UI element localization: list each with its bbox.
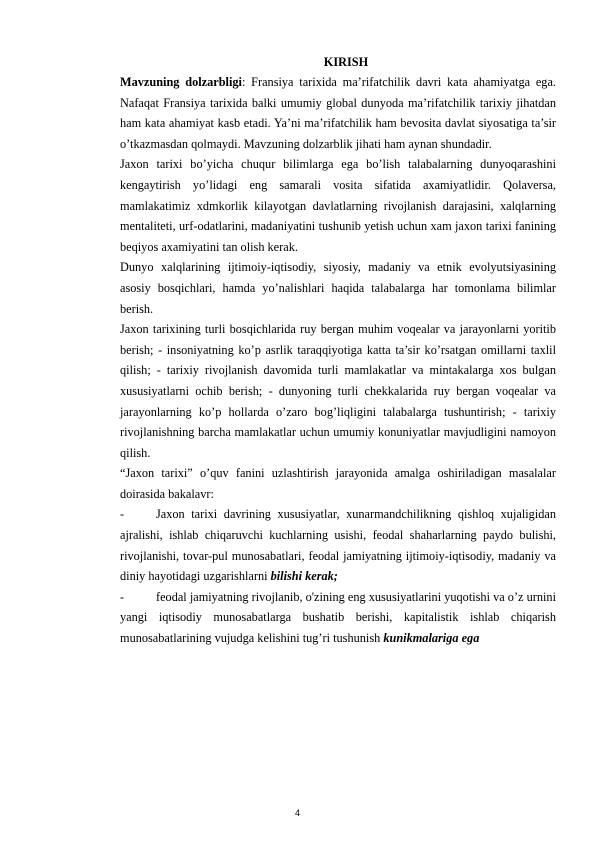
bullet-text: feodal jamiyatning rivojlanib, o'zining eng xususiyatlarini yuqotishi va o’z urnini yangi iqtisodiy munosabatlarga bushatib berishi, kapitalistik ishlab chiqarish munosabatlarining vujudga kelishini tug’ri tushunish xyxy=(120,589,556,646)
document-page xyxy=(120,52,556,649)
bullet-emphasis: kunikmalariga ega xyxy=(383,631,480,646)
page-title: KIRISH xyxy=(323,55,369,69)
paragraph-relevance xyxy=(120,72,556,154)
paragraph-world-peoples: Dunyo xalqlarining ijtimoiy-iqtisodiy, siyosiy, madaniy va etnik evolyutsiyasining asosiy bosqichlari, hamda yo’nalishlari haqida talabalarga har tomonlama bilimlar berish. xyxy=(120,260,556,316)
bullet-text: Jaxon tarixi davrining xususiyatlar, xunarmandchilikning qishloq xujaligidan ajralishi, ishlab chiqaruvchi kuchlarning usishi, feodal shaharlarning paydo bulishi, rivojlanishi, tovar-pul munosabatlari, feodal jamiyatning ijtimoiy-iqtisodiy, madaniy va diniy hayotidagi uzgarishlarni xyxy=(120,507,556,584)
list-item xyxy=(120,504,556,586)
bullet-dash: - xyxy=(120,507,125,522)
bullet-emphasis: bilishi kerak; xyxy=(270,569,338,584)
paragraph-world-history: Jaxon tarixi bo’yicha chuqur bilimlarga ega bo’lish talabalarning dunyoqarashini kengaytirish yo’lidagi eng samarali vosita sifatida axamiyatlidir. Qolaversa, mamlakatimiz xdmkorlik kilayotgan davlatlarning rivojlanish darajasini, xalqlarning mentaliteti, urf-odatlarini, madaniyatini tushunib yetish uchun xam jaxon tarixi fanining beqiyos axamiyatini tan olish kerak. xyxy=(120,157,556,254)
paragraph-bachelor: “Jaxon tarixi” o’quv fanini uzlashtirish jarayonida amalga oshiriladigan masalalar doirasida bakalavr: xyxy=(120,466,556,501)
list-item xyxy=(120,587,556,649)
page-number: 4 xyxy=(294,808,300,818)
paragraph-stages: Jaxon tarixining turli bosqichlarida ruy bergan muhim voqealar va jarayonlarni yoritib berish; - insoniyatning ko’p asrlik taraqqiyotiga katta ta’sir ko’rsatgan omillarni taxlil qilish; - tarixiy rivojlanish davomida turli mamlakatlar va mintakalarga xos bulgan xususiyatlarni ochib berish; - dunyoning turli chekkalarida ruy bergan voqealar va jarayonlarning ko’p hollarda o’zaro bog’liqligini talabalarga tushuntirish; - tarixiy rivojlanishning barcha mamlakatlar uchun umumiy konuniyatlar mavjudligini namoyon qilish. xyxy=(120,322,556,460)
relevance-text: : Fransiya tarixida ma’rifatchilik davri kata ahamiyatga ega. Nafaqat Fransiya tarixida balki umumiy global dunyoda ma’rifatchilik tarixiy jihatdan ham kata ahamiyat kasb etadi. Ya’ni ma’rifatchilik ham bevosita davlat siyosatiga ta’sir o’tkazmasdan qolmaydi. Mavzuning dolzarblik jihati ham aynan shundadir. xyxy=(120,75,556,151)
relevance-lead: Mavzuning dolzarbligi xyxy=(120,75,242,89)
bullet-dash: - xyxy=(120,589,125,604)
